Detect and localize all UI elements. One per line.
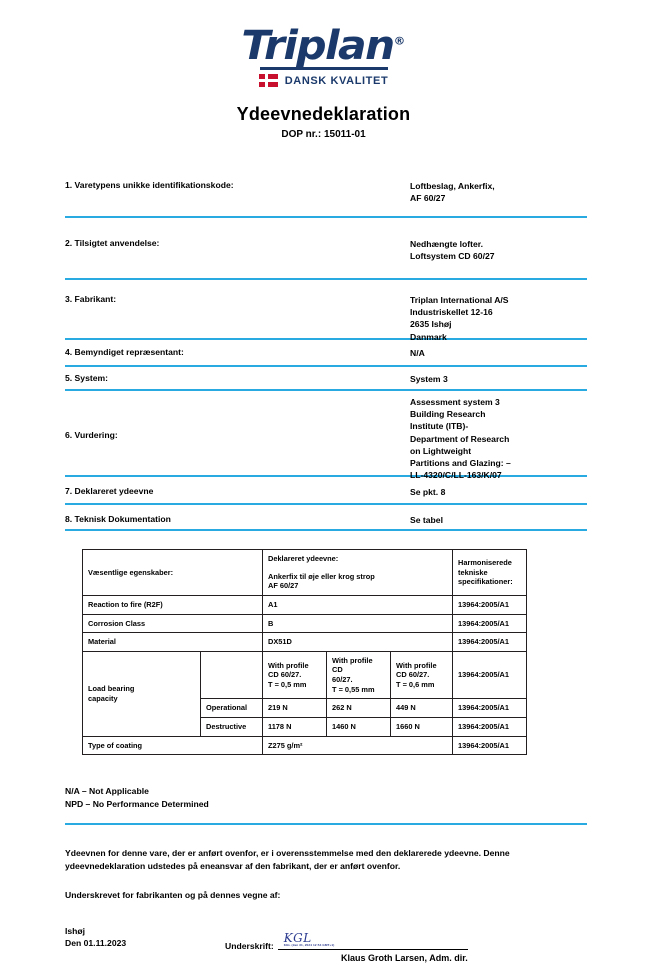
header-harmonised-specs: Harmoniserede tekniske specifikationer: bbox=[453, 550, 527, 596]
section-label-8: 8. Teknisk Dokumentation bbox=[65, 514, 171, 524]
value-corrosion-class: B bbox=[263, 614, 453, 633]
table-header-row bbox=[83, 550, 527, 568]
section-value-8: Se tabel bbox=[410, 515, 443, 525]
section-row-6 bbox=[65, 391, 587, 481]
operational-value-3: 449 N bbox=[391, 699, 453, 718]
section-row-4 bbox=[65, 340, 587, 367]
section-label-1: 1. Varetypens unikke identifikationskode: bbox=[65, 180, 234, 190]
abbreviation-notes bbox=[65, 785, 587, 811]
section-label-6: 6. Vurdering: bbox=[65, 430, 118, 440]
notes-divider bbox=[65, 823, 587, 825]
operational-value-2: 262 N bbox=[327, 699, 391, 718]
handwritten-signature: KGL bbox=[283, 930, 312, 945]
destructive-value-1: 1178 N bbox=[263, 717, 327, 736]
header-declared-performance: Deklareret ydeevne: bbox=[263, 550, 453, 568]
declaration-sections bbox=[65, 166, 587, 531]
value-type-of-coating: Z275 g/m² bbox=[263, 736, 453, 755]
section-label-2: 2. Tilsigtet anvendelse: bbox=[65, 238, 160, 248]
logo-tagline-row bbox=[259, 74, 389, 87]
section-row-7 bbox=[65, 477, 587, 505]
signature-timestamp-stamp: KGL (Jan 31, 2024 12:54 GMT+1) bbox=[278, 944, 468, 950]
harmonised-material: 13964:2005/A1 bbox=[453, 633, 527, 652]
section-label-7: 7. Deklareret ydeevne bbox=[65, 486, 154, 496]
load-bearing-profile-spacer bbox=[201, 651, 263, 699]
value-reaction-to-fire: A1 bbox=[263, 595, 453, 614]
signature-right bbox=[225, 925, 468, 963]
header-properties: Væsentlige egenskaber: bbox=[83, 550, 263, 596]
harmonised-type-of-coating: 13964:2005/A1 bbox=[453, 736, 527, 755]
signed-by-text: Underskrevet for fabrikanten og på dennes vegne af: bbox=[65, 889, 281, 900]
property-type-of-coating: Type of coating bbox=[83, 736, 263, 755]
section-row-3 bbox=[65, 280, 587, 340]
operational-value-1: 219 N bbox=[263, 699, 327, 718]
logo-tagline: DANSK KVALITET bbox=[284, 74, 389, 87]
note-npd: NPD – No Performance Determined bbox=[65, 799, 209, 810]
header-declared-performance-detail: Ankerfix til øje eller krog strop AF 60/27 bbox=[263, 568, 453, 596]
danish-flag-icon bbox=[259, 74, 278, 87]
page-title: Ydeevnedeklaration bbox=[236, 104, 411, 124]
company-logo bbox=[0, 0, 647, 87]
section-row-2 bbox=[65, 218, 587, 280]
signature-label: Underskrift: bbox=[225, 940, 274, 951]
section-row-5 bbox=[65, 367, 587, 391]
profile-header-1: With profile CD 60/27. T = 0,5 mm bbox=[263, 651, 327, 699]
destructive-value-2: 1460 N bbox=[327, 717, 391, 736]
note-na: N/A – Not Applicable bbox=[65, 786, 149, 797]
logo-wordmark bbox=[241, 23, 406, 69]
signature-column bbox=[278, 932, 468, 963]
profile-header-2: With profile CD 60/27. T = 0,55 mm bbox=[327, 651, 391, 699]
label-operational: Operational bbox=[201, 699, 263, 718]
signature-place-date bbox=[65, 925, 225, 950]
signature-place: Ishøj bbox=[65, 925, 86, 936]
section-value-6: Assessment system 3 Building Research Institute (ITB)- Department of Research on Lightweight Partitions and Glazing: – LL-4320/C/LL-163/K/07 bbox=[410, 397, 511, 481]
table-row-load-bearing-profiles bbox=[83, 651, 527, 699]
section-value-1: Loftbeslag, Ankerfix, AF 60/27 bbox=[410, 181, 495, 204]
signatory-name: Klaus Groth Larsen, Adm. dir. bbox=[341, 952, 468, 963]
section-value-7: Se pkt. 8 bbox=[410, 487, 446, 497]
declaration-paragraph: Ydeevnen for denne vare, der er anført ovenfor, er i overensstemmelse med den deklarerede ydeevne. Denne ydeevnedeklaration udstedes på eneansvar af den fabrikant, der er anført ovenfor. bbox=[65, 847, 510, 871]
section-value-4: N/A bbox=[410, 348, 425, 358]
registered-trademark-icon: ® bbox=[393, 34, 406, 48]
table-row-corrosion-class bbox=[83, 614, 527, 633]
section-row-1 bbox=[65, 166, 587, 218]
section-value-2: Nedhængte lofter. Loftsystem CD 60/27 bbox=[410, 239, 495, 262]
property-corrosion-class: Corrosion Class bbox=[83, 614, 263, 633]
property-material: Material bbox=[83, 633, 263, 652]
destructive-value-3: 1660 N bbox=[391, 717, 453, 736]
technical-documentation-table bbox=[82, 549, 513, 755]
table-row-reaction-to-fire bbox=[83, 595, 527, 614]
table-row-material bbox=[83, 633, 527, 652]
property-reaction-to-fire: Reaction to fire (R2F) bbox=[83, 595, 263, 614]
signature-block bbox=[65, 925, 587, 963]
signature-date: Den 01.11.2023 bbox=[65, 938, 127, 949]
harmonised-destructive: 13964:2005/A1 bbox=[453, 717, 527, 736]
harmonised-corrosion-class: 13964:2005/A1 bbox=[453, 614, 527, 633]
section-row-8 bbox=[65, 505, 587, 531]
harmonised-load-bearing-profiles: 13964:2005/A1 bbox=[453, 651, 527, 699]
value-material: DX51D bbox=[263, 633, 453, 652]
table-row-type-of-coating bbox=[83, 736, 527, 755]
section-label-4: 4. Bemyndiget repræsentant: bbox=[65, 347, 184, 357]
section-label-3: 3. Fabrikant: bbox=[65, 294, 117, 304]
label-destructive: Destructive bbox=[201, 717, 263, 736]
section-value-5: System 3 bbox=[410, 374, 448, 384]
property-load-bearing-capacity: Load bearing capacity bbox=[83, 651, 201, 736]
dop-number: DOP nr.: 15011-01 bbox=[281, 129, 366, 140]
harmonised-reaction-to-fire: 13964:2005/A1 bbox=[453, 595, 527, 614]
logo-brand-text: Triplan bbox=[241, 23, 394, 69]
profile-header-3: With profile CD 60/27. T = 0,6 mm bbox=[391, 651, 453, 699]
harmonised-operational: 13964:2005/A1 bbox=[453, 699, 527, 718]
section-value-3: Triplan International A/S Industriskellet 12-16 2635 Ishøj Danmark bbox=[410, 295, 509, 342]
section-label-5: 5. System: bbox=[65, 373, 108, 383]
